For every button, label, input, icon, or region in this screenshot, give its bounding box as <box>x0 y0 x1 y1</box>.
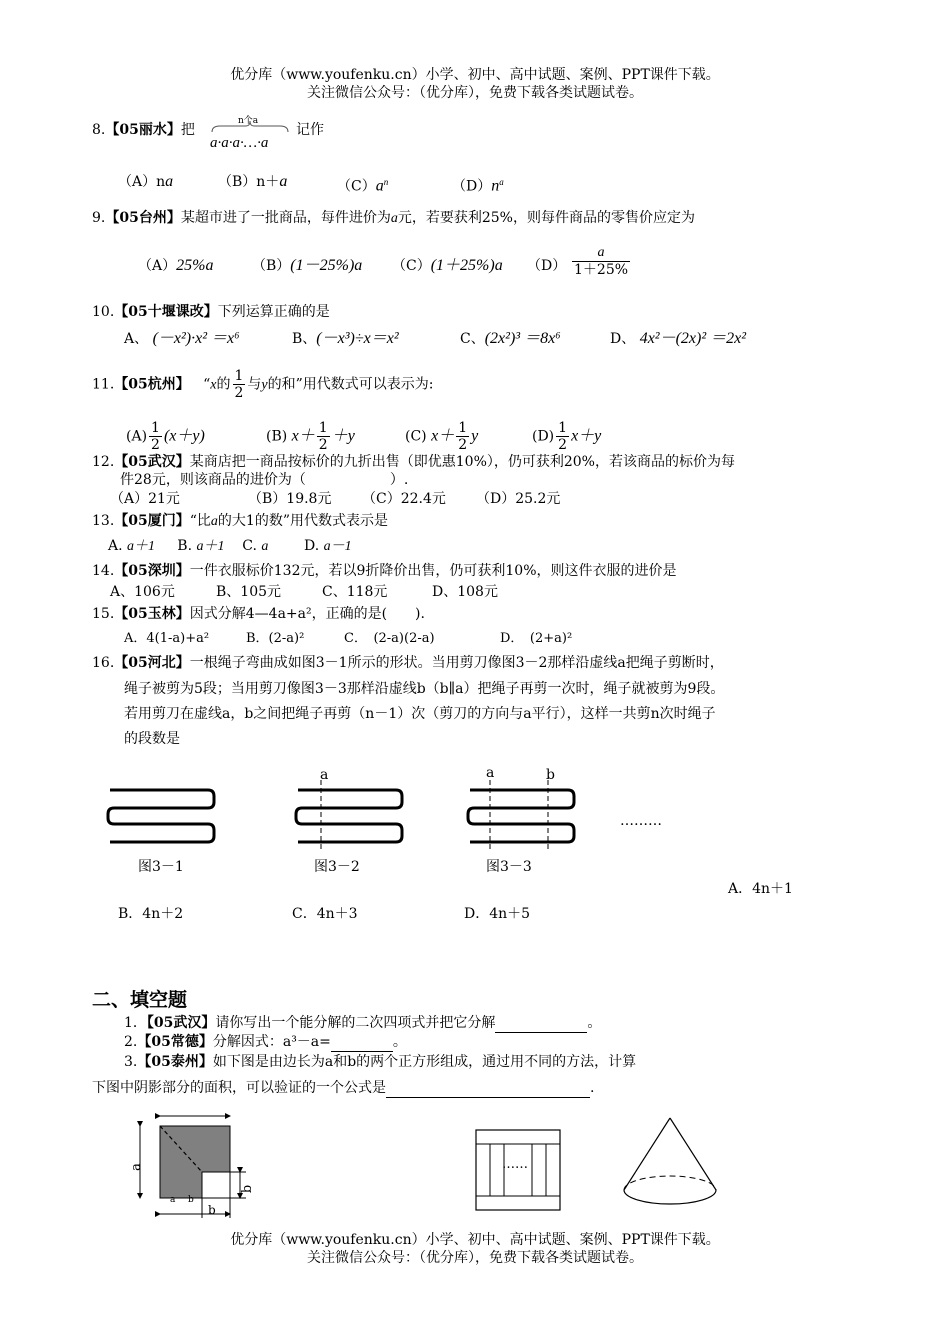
q10-option-b: B、(－x³)÷x＝x² <box>292 330 399 347</box>
q16-line-4: 的段数是 <box>124 731 180 747</box>
q16-option-b: B．4n＋2 <box>118 906 184 922</box>
q9-option-d: （D） <box>527 258 567 274</box>
q14-option-b: B、105元 <box>216 584 282 600</box>
q12-option-c: （C）22.4元 <box>362 491 446 507</box>
square-label-small-a: a <box>170 1195 176 1205</box>
q15-option-d: D． (2+a)² <box>500 631 573 646</box>
header-line-1: 优分库（www.youfenku.cn）小学、初中、高中试题、案例、PPT课件下载。 <box>230 67 720 83</box>
frame-ellipsis: …… <box>502 1157 528 1172</box>
footer-line-2: 关注微信公众号：（优分库），免费下载各类试题试卷。 <box>307 1250 643 1266</box>
figure-3-1-caption: 图3－1 <box>138 859 184 875</box>
figure-3-3 <box>460 770 590 850</box>
figure-3-3-label-b: b <box>546 767 555 783</box>
question-10: 10.【05十堰课改】下列运算正确的是 <box>92 304 330 320</box>
figure-3-1 <box>100 770 230 850</box>
q16-option-a: A．4n＋1 <box>728 881 793 897</box>
fill-question-1: 1．【05武汉】请你写出一个能分解的二次四项式并把它分解 。 <box>124 1015 602 1031</box>
q9-option-b: （B）(1－25%)a <box>252 257 363 274</box>
q12-option-d: （D）25.2元 <box>476 491 561 507</box>
q11-option-d: (D) $\frac{1}{2}$ x＋y <box>532 420 602 453</box>
q9-option-d-fraction: $\frac{a}{1+25\%}$ <box>574 245 629 278</box>
figure-ellipsis: ……… <box>620 813 662 829</box>
question-14: 14.【05深圳】一件衣服标价132元，若以9折降价出售，仍可获利10%，则这件衣服的进价是 <box>92 563 677 579</box>
fill-question-2: 2.【05常德】分解因式：a³－a= 。 <box>124 1034 407 1050</box>
q10-option-c: C、(2x²)³ ＝8x⁶ <box>460 330 561 347</box>
squares-figure <box>128 1112 268 1222</box>
q10-option-d: D、 4x²－(2x)² ＝2x² <box>610 330 747 347</box>
question-9: 9.【05台州】某超市进了一批商品，每件进价为a元，若要获利25%，则每件商品的零售价应定为 <box>92 210 695 226</box>
square-label-bottom-b: b <box>208 1203 216 1217</box>
question-12: 12.【05武汉】某商店把一商品按标价的九折出售（即优惠10%），仍可获利20%，若该商品的标价为每 <box>92 454 735 470</box>
q13-options: A. a＋1 B. a＋1 C. a D. a－1 <box>108 538 352 554</box>
figure-3-2-label-a: a <box>320 767 329 783</box>
q16-line-2: 绳子被剪为5段；当用剪刀像图3－3那样沿虚线b（b∥a）把绳子再剪一次时，绳子就被剪为9段。 <box>124 681 725 697</box>
figure-3-2 <box>288 770 418 850</box>
q11-option-b: (B) x＋ $\frac{1}{2}$ ＋y <box>266 420 355 453</box>
square-label-small-b: b <box>188 1195 194 1205</box>
fill-question-3-line-2: 下图中阴影部分的面积，可以验证的一个公式是 . <box>92 1080 595 1096</box>
fill-question-3: 3.【05泰州】如下图是由边长为a和b的两个正方形组成，通过用不同的方法，计算 <box>124 1054 637 1070</box>
q9-option-c: （C）(1＋25%)a <box>392 257 503 274</box>
question-8 <box>92 121 195 139</box>
figure-3-2-caption: 图3－2 <box>314 859 360 875</box>
q11-option-c: (C) x＋ $\frac{1}{2}$ y <box>405 420 479 453</box>
q8-option-d: $(D)n^a$ <box>452 177 504 195</box>
figure-3-3-label-a: a <box>486 765 495 781</box>
q12-option-b: （B）19.8元 <box>248 491 332 507</box>
q15-option-c: C． (2-a)(2-a) <box>344 631 435 646</box>
q8-text-a: 把 <box>180 122 195 138</box>
square-label-a: a <box>128 1163 144 1171</box>
header-line-2: 关注微信公众号：（优分库），免费下载各类试题试卷。 <box>307 85 643 101</box>
q8-option-a: （A）na <box>118 173 174 190</box>
question-15: 15.【05玉林】因式分解4—4a+a²，正确的是( ). <box>92 606 425 622</box>
small-square <box>202 1172 230 1198</box>
q15-option-b: B．(2-a)² <box>246 631 305 646</box>
footer-line-1: 优分库（www.youfenku.cn）小学、初中、高中试题、案例、PPT课件下载。 <box>230 1232 720 1248</box>
figure-3-3-caption: 图3－3 <box>486 859 532 875</box>
q15-option-a: A．4(1-a)+a² <box>124 631 210 646</box>
square-label-b: b <box>240 1184 256 1194</box>
q8-overbrace <box>210 120 290 134</box>
q16-option-c: C．4n＋3 <box>292 906 358 922</box>
q14-option-d: D、108元 <box>432 584 498 600</box>
q9-option-a: （A）25%a <box>138 257 214 274</box>
cone-figure <box>618 1114 728 1214</box>
q11-option-a: (A) $\frac{1}{2}$ (x＋y) <box>126 420 205 453</box>
q16-option-d: D．4n＋5 <box>464 906 531 922</box>
q10-option-a: A、 (－x²)·x² ＝x⁶ <box>124 330 240 347</box>
question-16: 16.【05河北】一根绳子弯曲成如图3－1所示的形状。当用剪刀像图3－2那样沿虚线a把绳子剪断时， <box>92 655 724 671</box>
q16-line-3: 若用剪刀在虚线a，b之间把绳子再剪（n－1）次（剪刀的方向与a平行），这样一共剪n次时绳子 <box>124 706 716 722</box>
q8-option-b: （B）n＋a <box>218 173 288 190</box>
q12-line-2: 件28元，则该商品的进价为（ ）. <box>120 472 409 488</box>
q8-expression: a·a·a·…·a <box>210 135 269 151</box>
q14-option-c: C、118元 <box>322 584 388 600</box>
q8-tag: 【05丽水】 <box>105 122 181 138</box>
section-2-title: 二、填空题 <box>92 989 188 1011</box>
question-11: 11.【05杭州】 “x的 $\frac{1}{2}$ 与y的和”用代数式可以表示为: <box>92 368 434 401</box>
q8-overbrace-label: n个a <box>238 116 259 126</box>
q8-number: 8. <box>92 122 106 138</box>
question-13: 13.【05厦门】“比a的大1的数”用代数式表示是 <box>92 513 388 529</box>
q12-option-a: （A）21元 <box>110 491 180 507</box>
q8-option-c: $(C)a^n$ <box>337 177 389 195</box>
q8-text-b: 记作 <box>296 122 324 138</box>
q14-option-a: A、106元 <box>110 584 175 600</box>
